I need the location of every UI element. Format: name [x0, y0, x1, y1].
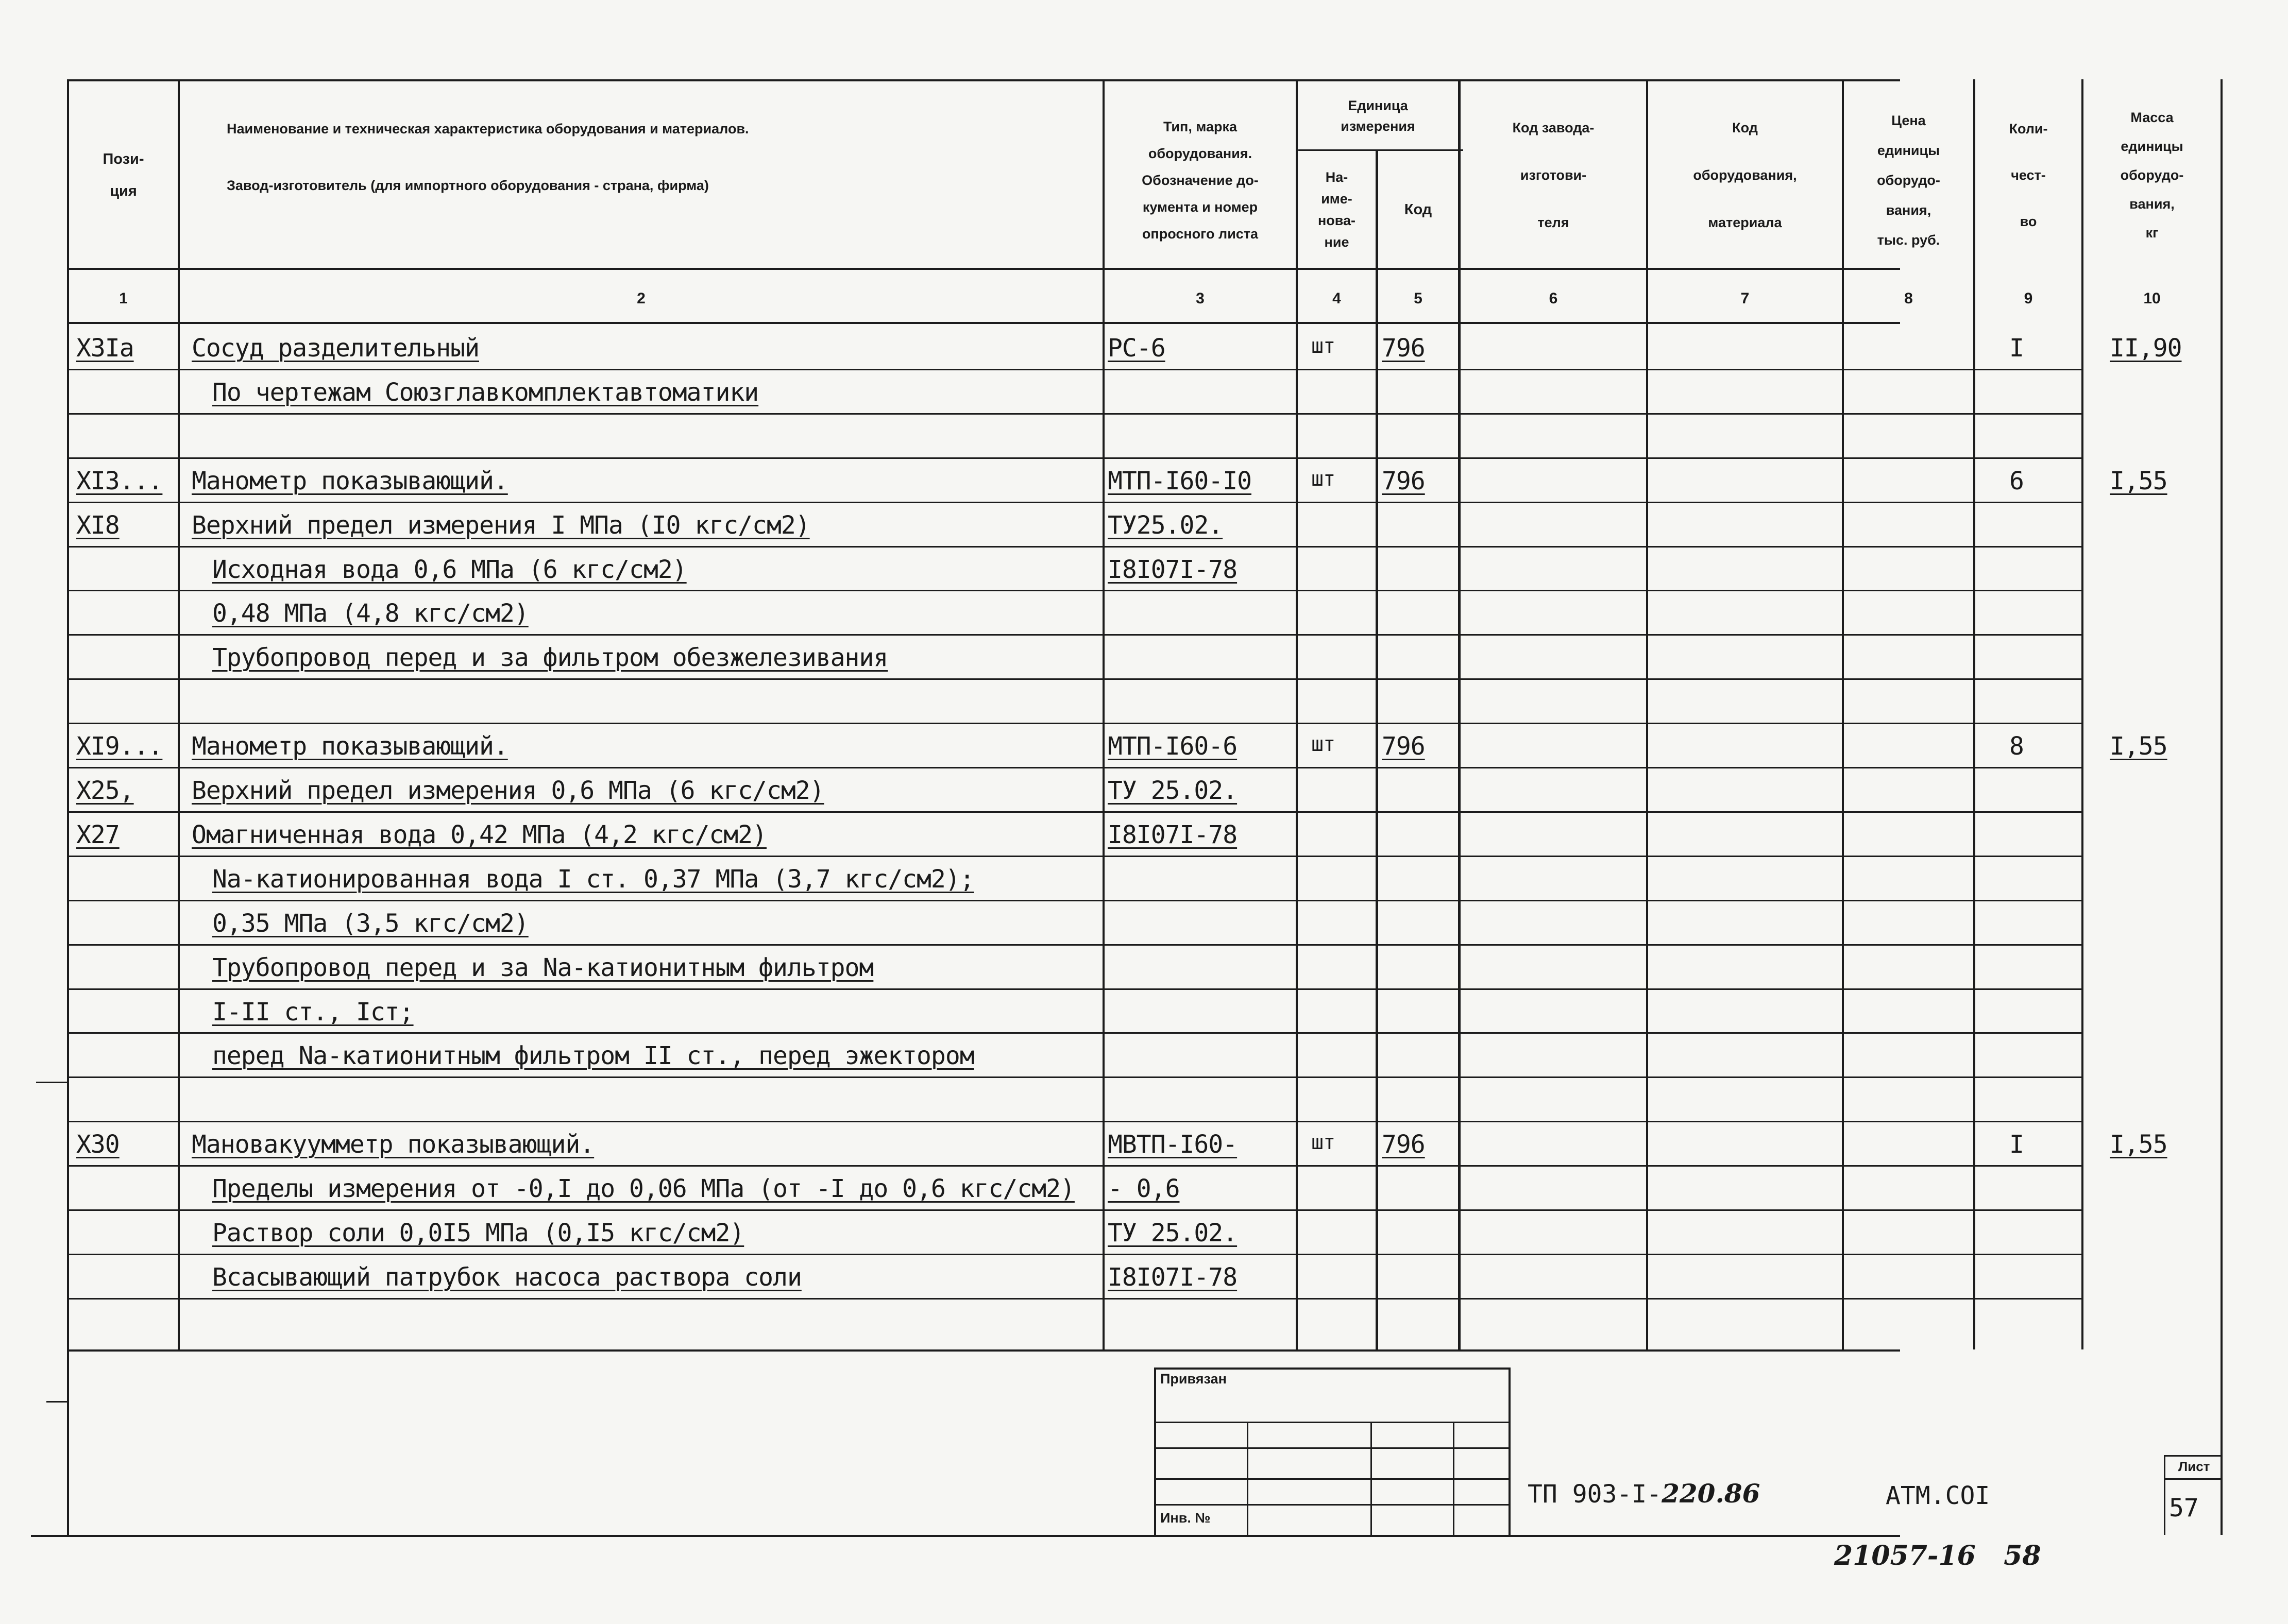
row-quantity: 8	[2009, 732, 2024, 761]
row-position: X30	[76, 1130, 120, 1159]
title-block-col-1	[1247, 1422, 1248, 1535]
handwritten-footer: 21057-16 58	[1834, 1540, 2041, 1571]
margin-mark-1	[36, 1082, 67, 1083]
row-name: Пределы измерения от -0,I до 0,06 МПа (от -I до 0,6 кгс/см2)	[212, 1174, 1075, 1203]
col-divider-2	[1103, 79, 1105, 1349]
row-divider	[67, 856, 2081, 857]
row-name: Манометр показывающий.	[192, 467, 508, 495]
sheet-number: 57	[2169, 1494, 2199, 1523]
row-unit: шт	[1311, 732, 1335, 756]
title-block-left	[1154, 1367, 1156, 1535]
row-unit: шт	[1311, 467, 1335, 491]
row-unit-code: 796	[1382, 732, 1425, 761]
row-divider	[67, 590, 2081, 591]
row-name: Сосуд разделительный	[192, 334, 479, 363]
row-divider	[67, 1298, 2081, 1300]
row-type: - 0,6	[1108, 1174, 1180, 1203]
row-type: ТУ 25.02.	[1108, 776, 1238, 805]
col-divider-9	[2081, 79, 2083, 1349]
header-unit-mass: Масса единицы оборудо- вания, кг	[2120, 110, 2184, 241]
row-divider	[67, 1121, 2081, 1122]
row-type: МВТП-I60-	[1108, 1130, 1238, 1159]
row-position: X27	[76, 820, 120, 849]
row-divider	[67, 1032, 2081, 1034]
title-block-col-2	[1370, 1422, 1372, 1535]
column-number-3: 3	[1196, 290, 1205, 307]
table-bottom-border	[67, 1349, 1900, 1352]
row-unit: шт	[1311, 1131, 1335, 1154]
row-name: Раствор соли 0,0I5 МПа (0,I5 кгс/см2)	[212, 1219, 744, 1247]
row-name: перед Na-катионитным фильтром II ст., перед эжектором	[212, 1041, 974, 1070]
row-divider	[67, 811, 2081, 813]
row-divider	[67, 900, 2081, 901]
row-mass: I,55	[2110, 467, 2167, 495]
row-quantity: 6	[2009, 467, 2024, 495]
column-number-8: 8	[1904, 290, 1913, 307]
row-name: 0,35 МПа (3,5 кгс/см2)	[212, 909, 529, 938]
row-mass: I,55	[2110, 1130, 2167, 1159]
header-name: Наименование и техническая характеристика оборудования и материалов. Завод-изготовитель (для импортного оборудования - страна, фирма)	[227, 121, 749, 193]
row-divider	[67, 988, 2081, 990]
unit-group-divider	[1298, 149, 1463, 151]
margin-mark-2	[46, 1401, 67, 1403]
row-type: МТП-I60-I0	[1108, 467, 1251, 495]
row-divider	[67, 1209, 2081, 1211]
column-number-10: 10	[2143, 290, 2161, 307]
document-code-handwritten: 220.86	[1662, 1478, 1760, 1509]
row-name: 0,48 МПа (4,8 кгс/см2)	[212, 599, 529, 628]
row-divider	[67, 678, 2081, 680]
row-name: Всасывающий патрубок насоса раствора соли	[212, 1263, 802, 1292]
row-name: Na-катионированная вода I ст. 0,37 МПа (3,7 кгс/см2);	[212, 865, 974, 894]
row-type: I8I07I-78	[1108, 1263, 1238, 1292]
row-type: ТУ25.02.	[1108, 511, 1223, 540]
column-number-1: 1	[119, 290, 128, 307]
row-position: X25,	[76, 776, 134, 805]
row-divider	[67, 944, 2081, 946]
row-position: XI9...	[76, 732, 163, 761]
row-name: Исходная вода 0,6 МПа (6 кгс/см2)	[212, 555, 687, 584]
col-divider-8	[1973, 79, 1975, 1349]
row-unit: шт	[1311, 334, 1335, 358]
header-unit-group: Единица измерения	[1341, 98, 1415, 134]
title-block-top	[1154, 1367, 1510, 1370]
sheet-box-divider	[2164, 1478, 2221, 1480]
row-quantity: I	[2009, 334, 2024, 363]
row-name: По чертежам Союзглавкомплектавтоматики	[212, 378, 759, 407]
title-block-row-4	[1154, 1504, 1510, 1506]
row-divider	[67, 546, 2081, 548]
title-block-right	[1509, 1367, 1511, 1535]
column-number-6: 6	[1549, 290, 1558, 307]
title-block-row-3	[1154, 1478, 1510, 1480]
row-divider	[67, 369, 2081, 370]
col-divider-3	[1296, 79, 1298, 1349]
column-number-7: 7	[1740, 290, 1750, 307]
row-name: Мановакуумметр показывающий.	[192, 1130, 595, 1159]
row-mass: II,90	[2110, 334, 2182, 363]
row-unit-code: 796	[1382, 1130, 1425, 1159]
sheet-label: Лист	[2178, 1459, 2210, 1474]
header-unit-name: На- име- нова- ние	[1317, 169, 1356, 250]
header-unit-code: Код	[1404, 201, 1432, 218]
row-type: I8I07I-78	[1108, 555, 1238, 584]
title-block-row-1	[1154, 1422, 1510, 1423]
column-number-5: 5	[1414, 290, 1422, 307]
header-quantity: Коли- чест- во	[2009, 121, 2048, 229]
row-quantity: I	[2009, 1130, 2024, 1159]
row-divider	[67, 1254, 2081, 1255]
row-position: XI8	[76, 511, 120, 540]
row-unit-code: 796	[1382, 467, 1425, 495]
row-position: X3Ia	[76, 334, 134, 363]
column-number-9: 9	[2024, 290, 2033, 307]
header-type: Тип, марка оборудования. Обозначение до- кумента и номер опросного листа	[1142, 119, 1259, 242]
attached-label: Привязан	[1160, 1371, 1227, 1387]
sheet-box-top	[2164, 1455, 2221, 1457]
row-divider	[67, 502, 2081, 503]
header-bottom-border	[67, 268, 1900, 270]
column-number-4: 4	[1332, 290, 1341, 307]
frame-right-border	[2221, 79, 2223, 1535]
inventory-number-label: Инв. №	[1160, 1510, 1211, 1526]
row-unit-code: 796	[1382, 334, 1425, 363]
row-divider	[67, 634, 2081, 636]
row-type: ТУ 25.02.	[1108, 1219, 1238, 1247]
title-block-col-3	[1453, 1422, 1454, 1535]
title-block-row-2	[1154, 1447, 1510, 1449]
col-divider-4	[1376, 149, 1378, 1349]
row-name: Трубопровод перед и за фильтром обезжелезивания	[212, 643, 888, 672]
row-divider	[67, 767, 2081, 768]
header-position: Пози- ция	[103, 151, 144, 199]
row-name: I-II ст., Iст;	[212, 998, 414, 1027]
row-name: Трубопровод перед и за Na-катионитным фильтром	[212, 953, 874, 982]
row-mass: I,55	[2110, 732, 2167, 761]
row-name: Верхний предел измерения 0,6 МПа (6 кгс/см2)	[192, 776, 824, 805]
col-divider-1	[178, 79, 180, 1349]
row-divider	[67, 1076, 2081, 1078]
header-unit-price: Цена единицы оборудо- вания, тыс. руб.	[1877, 113, 1940, 248]
row-divider	[67, 413, 2081, 415]
row-name: Манометр показывающий.	[192, 732, 508, 761]
row-divider	[67, 457, 2081, 459]
col-divider-6	[1646, 79, 1648, 1349]
row-name: Омагниченная вода 0,42 МПа (4,2 кгс/см2)	[192, 820, 767, 849]
column-number-2: 2	[637, 290, 646, 307]
row-name: Верхний предел измерения I МПа (I0 кгс/см2)	[192, 511, 810, 540]
document-mark: АТМ.COI	[1886, 1481, 1990, 1510]
sheet-box-left	[2164, 1455, 2165, 1535]
row-position: XI3...	[76, 467, 163, 495]
col-divider-5	[1458, 79, 1461, 1349]
header-factory-code: Код завода- изготови- теля	[1512, 120, 1595, 230]
row-divider	[67, 723, 2081, 724]
document-code: ТП 903-I-220.86	[1528, 1478, 1760, 1509]
row-divider	[67, 1165, 2081, 1167]
col-divider-7	[1842, 79, 1844, 1349]
page-bottom-border	[31, 1535, 1900, 1537]
row-type: РС-6	[1108, 334, 1165, 363]
table-top-border	[67, 79, 1900, 81]
row-type: МТП-I60-6	[1108, 732, 1238, 761]
header-equipment-code: Код оборудования, материала	[1693, 120, 1797, 230]
row-type: I8I07I-78	[1108, 820, 1238, 849]
